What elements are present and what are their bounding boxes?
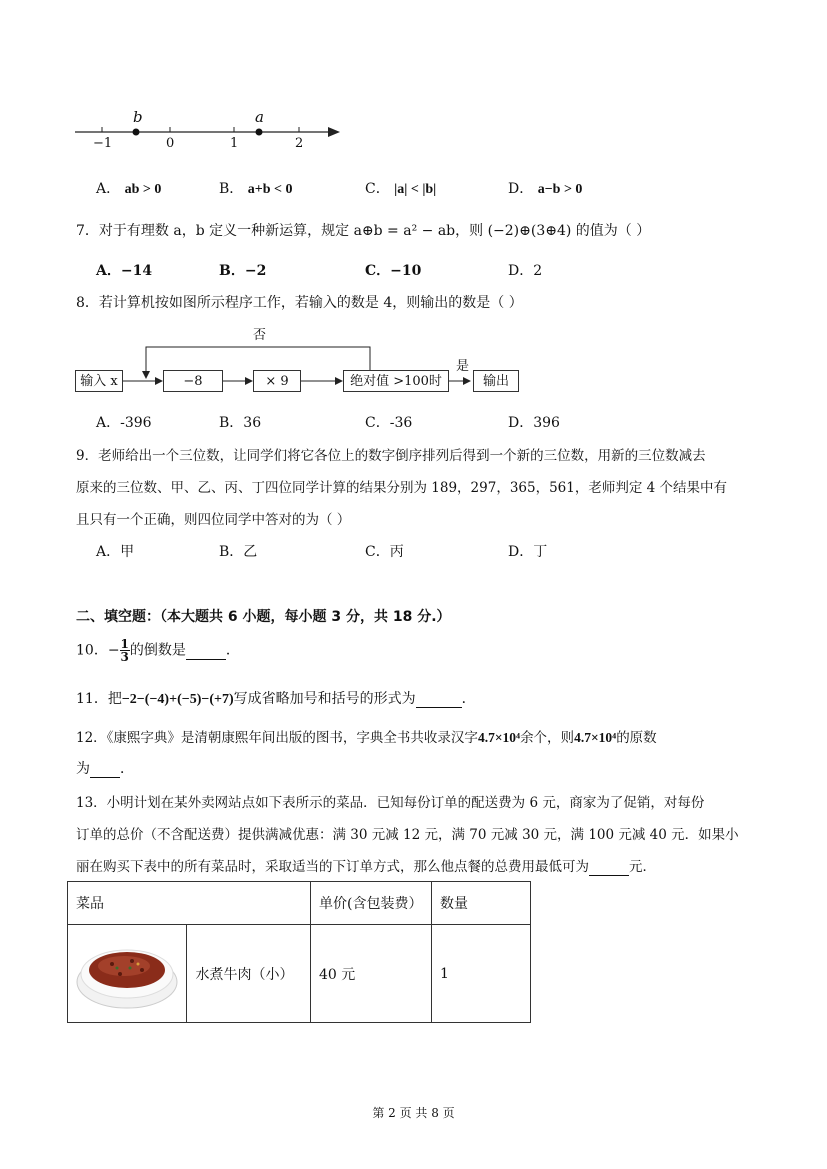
menu-table [67,881,531,1023]
header-dish: 菜品 [68,882,311,925]
q6-option-a: A． ab > 0 [96,181,162,197]
tick-label-neg1: −1 [93,136,113,151]
q9-option-a: A．甲 [96,544,135,560]
menu-table-header-row [68,882,531,925]
q7-option-c: C．−10 [365,263,422,279]
q11-answer-blank[interactable] [416,691,462,708]
dish-name-cell: 水煮牛肉（小） [187,925,311,1023]
q8-question: 8．若计算机按如图所示程序工作，若输入的数是 4，则输出的数是（ ） [76,295,523,311]
tick-label-1: 1 [230,136,239,151]
q9-option-c: C．丙 [365,544,404,560]
q13-line1: 13．小明计划在某外卖网站点如下表所示的菜品．已知每份订单的配送费为 6 元，商家为了促销，对每份 [76,795,705,811]
q12-line1: 12．《康熙字典》是清朝康熙年间出版的图书，字典全书共收录汉字4.7×10⁴余个，则4.7×10⁴的原数 [76,730,657,746]
flow-output-box: 输出 [473,370,519,392]
q13-answer-blank[interactable] [589,859,629,876]
q10-question: 10．− $\frac{1}{3}$ 的倒数是 ． [76,637,240,664]
q9-line2: 原来的三位数、甲、乙、丙、丁四位同学计算的结果分别为 189，297，365，561，老师判定 4 个结果中有 [76,480,728,496]
q11-question: 11．把−2−(−4)+(−5)−(+7)写成省略加号和括号的形式为 ． [76,691,476,707]
flow-no-label: 否 [253,328,267,343]
q9-line3: 且只有一个正确，则四位同学中答对的为（ ） [76,512,351,528]
q6-option-b: B． a+b < 0 [219,181,293,197]
flow-input-box: 输入 x [75,370,123,392]
dish-price-cell: 40 元 [311,925,432,1023]
q8-option-c: C．-36 [365,415,413,431]
section2-title: 二、填空题：（本大题共 6 小题，每小题 3 分，共 18 分.） [76,609,451,625]
q13-line2: 订单的总价（不含配送费）提供满减优惠：满 30 元减 12 元，满 70 元减 30 元，满 100 元减 40 元．如果小 [76,827,739,843]
q7-option-a: A．−14 [96,263,153,279]
q12-line2: 为 ． [76,761,134,777]
q10-fraction: $\frac{1}{3}$ [120,637,129,664]
flowchart-arrows [70,335,540,395]
tick-label-2: 2 [295,136,304,151]
q9-option-b: B．乙 [219,544,258,560]
q8-option-d: D．396 [508,415,560,431]
q9-line1: 9．老师给出一个三位数，让同学们将它各位上的数字倒序排列后得到一个新的三位数，用新的三位数减去 [76,448,706,464]
table-row [68,925,531,1023]
flow-condition-box: 绝对值 >100时 [343,370,449,392]
q7-option-d: D．2 [508,263,543,279]
point-a-label: a [255,108,264,126]
q13-line3: 丽在购买下表中的所有菜品时，采取适当的下订单方式，那么他点餐的总费用最低可为 元． [76,859,656,875]
page-footer: 第 2 页 共 8 页 [372,1106,455,1120]
q10-answer-blank[interactable] [186,643,226,660]
flow-times9-box: × 9 [253,370,301,392]
q6-option-d: D． a−b > 0 [508,181,583,197]
beef-dish-image [72,930,182,1014]
point-b-label: b [133,108,143,126]
tick-label-0: 0 [166,136,175,151]
dish-qty-cell: 1 [432,925,531,1023]
point-a-dot [256,129,263,136]
header-price: 单价(含包装费） [311,882,432,925]
q7-option-b: B．−2 [219,263,267,279]
dish-image-cell [68,925,187,1023]
q8-option-a: A．-396 [96,415,152,431]
point-b-dot [133,129,140,136]
q6-option-c: C． |a| < |b| [365,181,437,197]
q8-option-b: B．36 [219,415,262,431]
header-qty: 数量 [432,882,531,925]
flow-minus8-box: −8 [163,370,223,392]
q7-question: 7．对于有理数 a，b 定义一种新运算，规定 a⊕b = a² − ab，则 (−2)⊕(3⊕4) 的值为（ ） [76,223,651,239]
flow-yes-label: 是 [456,359,470,374]
q9-option-d: D．丁 [508,544,548,560]
q12-answer-blank[interactable] [90,761,120,778]
